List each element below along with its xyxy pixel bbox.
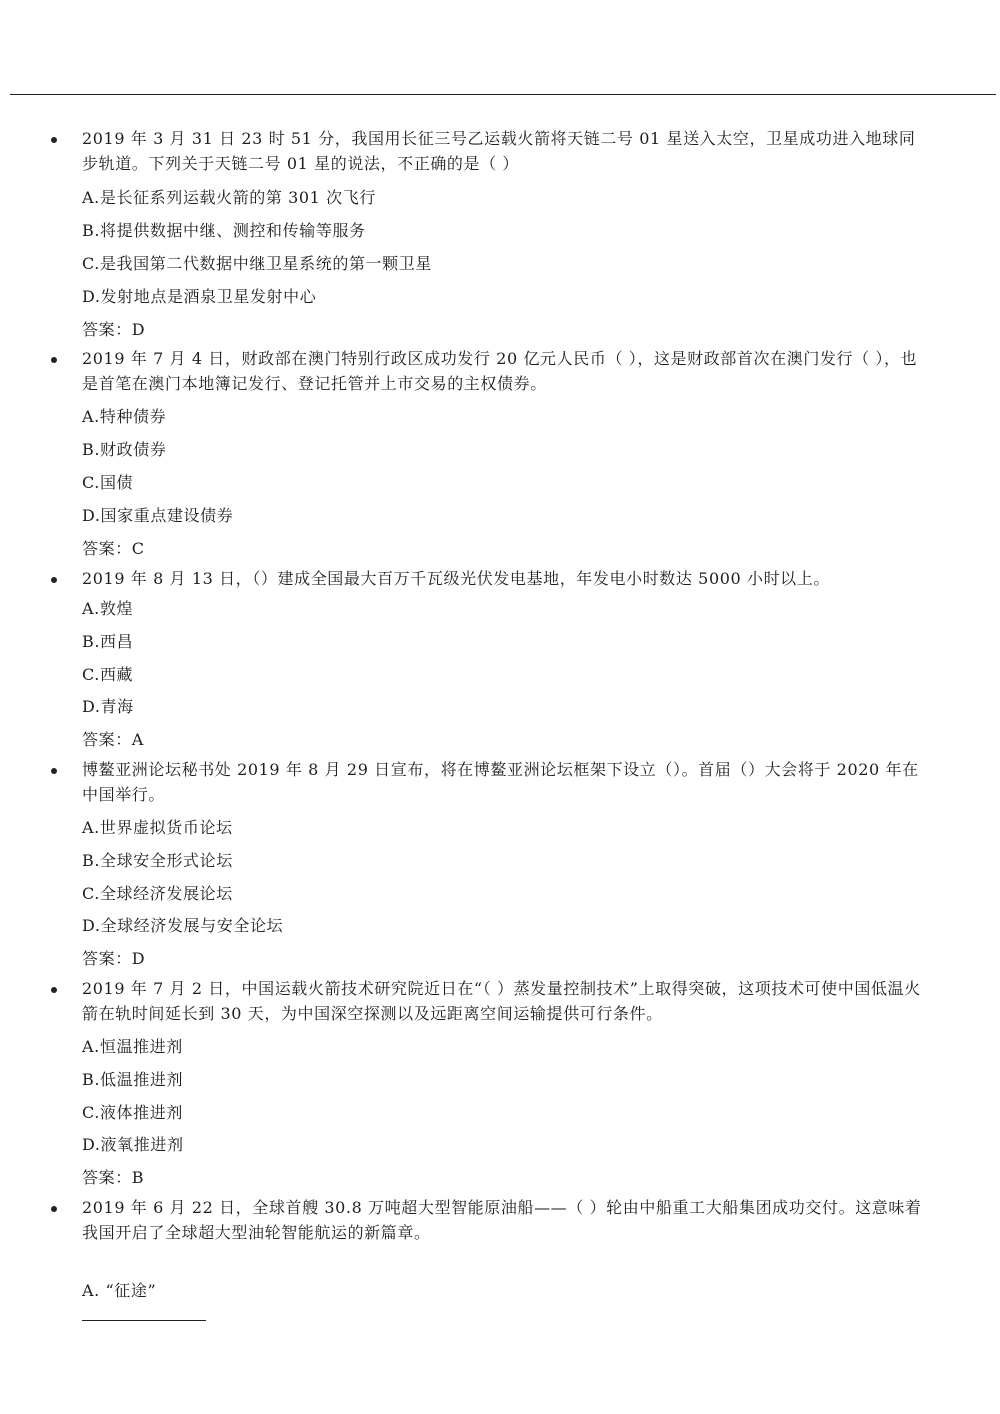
question-text: 2019 年 3 月 31 日 23 时 51 分，我国用长征三号乙运载火箭将天链二号 01 星送入太空，卫星成功进入地球同步轨道。下列关于天链二号 01 星的说法，不正确的是（ ） [82,129,916,173]
option-b: B.西昌 [82,632,134,651]
question-text: 2019 年 8 月 13 日，（）建成全国最大百万千瓦级光伏发电基地，年发电小时数达 5000 小时以上。 [82,569,830,588]
bullet-icon [51,987,57,993]
bullet-icon [51,577,57,583]
bullet-icon [51,768,57,774]
option-d: D.液氧推进剂 [82,1135,184,1154]
header-rule [10,94,996,95]
question-text: 博鳌亚洲论坛秘书处 2019 年 8 月 29 日宣布，将在博鳌亚洲论坛框架下设立（）。首届（）大会将于 2020 年在中国举行。 [82,760,919,804]
bullet-icon [51,1206,57,1212]
answer-text: 答案：D [82,320,146,339]
option-a: A.敦煌 [82,599,134,618]
option-c: C.液体推进剂 [82,1103,183,1122]
answer-text: 答案：D [82,949,146,968]
option-a: A. “征途” [82,1281,157,1300]
answer-text: 答案：C [82,539,145,558]
question-text: 2019 年 7 月 2 日，中国运载火箭技术研究院近日在“（ ）蒸发量控制技术”上取得突破，这项技术可使中国低温火箭在轨时间延长到 30 天，为中国深空探测以及远距离空间运输提供可行条件。 [82,979,921,1023]
bullet-icon [51,357,57,363]
option-c: C.是我国第二代数据中继卫星系统的第一颗卫星 [82,254,432,273]
option-d: D.青海 [82,697,134,716]
option-d: D.全球经济发展与安全论坛 [82,916,284,935]
option-b: B.将提供数据中继、测控和传输等服务 [82,221,366,240]
footnote-rule [82,1320,206,1321]
option-a: A.恒温推进剂 [82,1037,183,1056]
bullet-icon [51,137,57,143]
option-a: A.是长征系列运载火箭的第 301 次飞行 [82,188,376,207]
question-text: 2019 年 6 月 22 日，全球首艘 30.8 万吨超大型智能原油船——（ ）轮由中船重工大船集团成功交付。这意味着我国开启了全球超大型油轮智能航运的新篇章。 [82,1198,922,1242]
option-a: A.特种债券 [82,407,167,426]
answer-text: 答案：B [82,1168,145,1187]
option-b: B.低温推进剂 [82,1070,184,1089]
option-c: C.国债 [82,473,134,492]
option-b: B.全球安全形式论坛 [82,851,233,870]
option-d: D.国家重点建设债券 [82,506,234,525]
option-a: A.世界虚拟货币论坛 [82,818,233,837]
option-c: C.西藏 [82,665,134,684]
option-d: D.发射地点是酒泉卫星发射中心 [82,287,317,306]
answer-text: 答案：A [82,730,144,749]
option-c: C.全球经济发展论坛 [82,884,233,903]
question-text: 2019 年 7 月 4 日，财政部在澳门特别行政区成功发行 20 亿元人民币（ ），这是财政部首次在澳门发行（ ），也是首笔在澳门本地簿记发行、登记托管并上市交易的主权债券。 [82,349,918,393]
option-b: B.财政债券 [82,440,167,459]
